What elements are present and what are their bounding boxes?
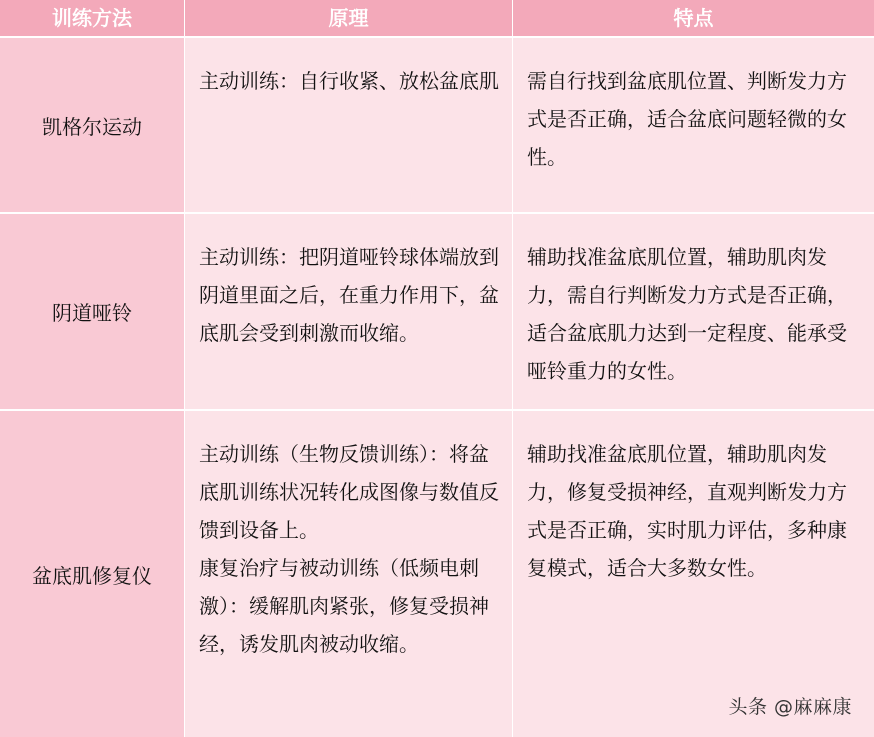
table-row: [0, 38, 874, 212]
principle-text: 康复治疗与被动训练（低频电刺激）：缓解肌肉紧张，修复受损神经，诱发肌肉被动收缩。: [199, 556, 489, 656]
method-cell: 阴道哑铃: [0, 214, 184, 409]
principle-text: 主动训练（生物反馈训练）：将盆底肌训练状况转化成图像与数值反馈到设备上。: [199, 442, 499, 542]
watermark: 头条 @麻麻康: [728, 696, 852, 718]
method-cell: 盆底肌修复仪: [0, 411, 184, 737]
features-cell: 辅助找准盆底肌位置，辅助肌肉发力，需自行判断发力方式是否正确，适合盆底肌力达到一定程度、能承受哑铃重力的女性。: [513, 214, 874, 409]
table-header: [0, 0, 874, 36]
header-method: 训练方法: [52, 6, 132, 30]
column-divider: [184, 0, 185, 737]
principle-cell: [185, 411, 512, 737]
column-divider: [512, 0, 513, 737]
table-row: [0, 214, 874, 409]
features-cell: 需自行找到盆底肌位置、判断发力方式是否正确，适合盆底问题轻微的女性。: [513, 38, 874, 212]
principle-text: 主动训练：自行收紧、放松盆底肌: [199, 69, 499, 93]
header-principle: 原理: [328, 6, 369, 30]
features-cell: 辅助找准盆底肌位置，辅助肌肉发力，修复受损神经，直观判断发力方式是否正确，实时肌力评估，多种康复模式，适合大多数女性。: [513, 411, 874, 737]
method-cell: 凯格尔运动: [0, 38, 184, 212]
principle-cell: [185, 38, 512, 212]
row-divider: [0, 36, 874, 38]
principle-cell: [185, 214, 512, 409]
row-divider: [0, 212, 874, 214]
table-row: [0, 411, 874, 737]
row-divider: [0, 409, 874, 411]
header-features: 特点: [673, 6, 714, 30]
principle-text: 主动训练：把阴道哑铃球体端放到阴道里面之后，在重力作用下，盆底肌会受到刺激而收缩。: [199, 245, 499, 345]
